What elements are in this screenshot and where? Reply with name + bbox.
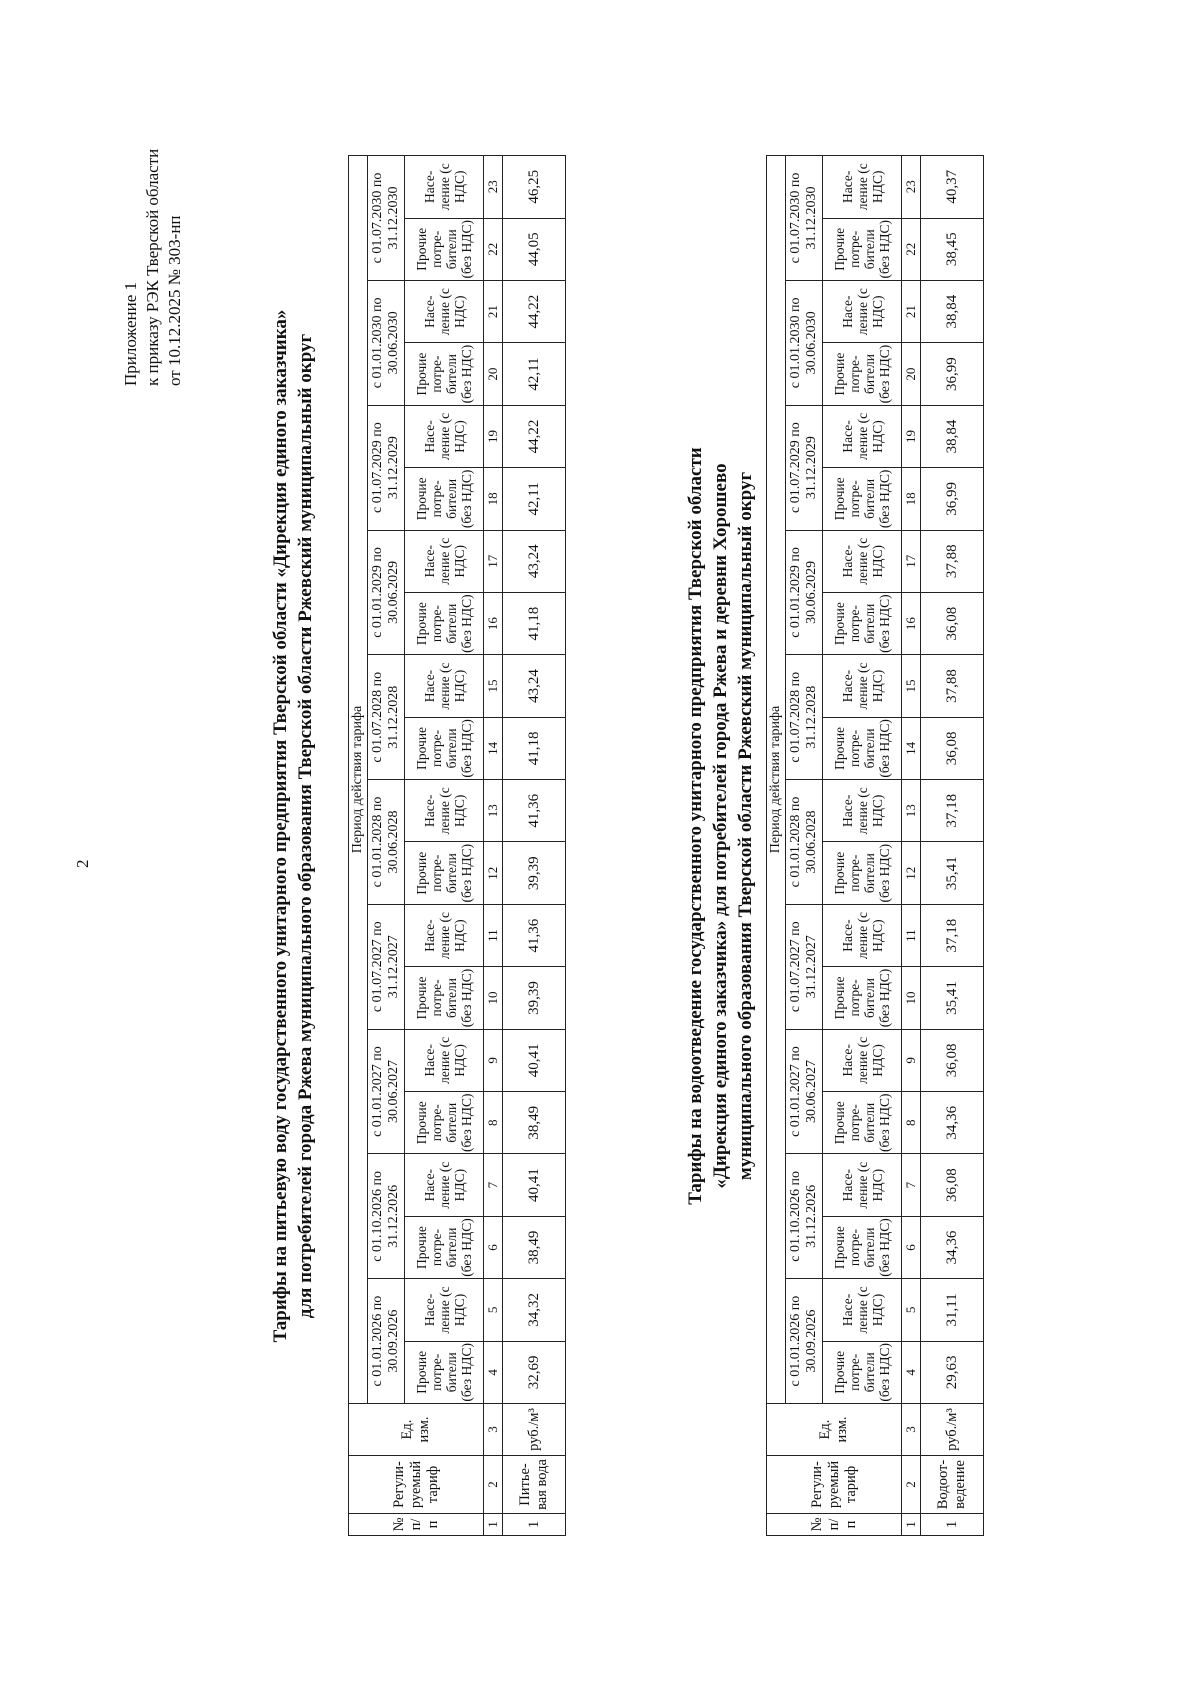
tariff-value: 35,41 <box>921 842 984 904</box>
column-number: 5 <box>484 1279 503 1341</box>
sub-header-other-consumers: Прочие потре-бители (без НДС) <box>405 343 484 405</box>
sub-header-other-consumers: Прочие потре-бители (без НДС) <box>823 592 902 654</box>
sub-header-other-consumers: Прочие потре-бители (без НДС) <box>823 218 902 280</box>
period-cell: с 01.01.2027 по 30.06.2027 <box>786 1029 823 1154</box>
column-number: 1 <box>902 1514 921 1536</box>
sub-header-population: Насе-ление (с НДС) <box>823 405 902 467</box>
sub-header-other-consumers: Прочие потре-бители (без НДС) <box>405 1216 484 1278</box>
table2-title-line-2: «Дирекция единого заказчика» для потребителей города Ржева и деревни Хорошево <box>710 463 731 1189</box>
appendix-note <box>120 149 186 386</box>
tariff-value: 44,22 <box>503 280 566 342</box>
sub-header-population: Насе-ление (с НДС) <box>405 280 484 342</box>
table-row <box>503 155 566 1535</box>
tariff-value: 36,99 <box>921 343 984 405</box>
period-cell: с 01.01.2029 по 30.06.2029 <box>368 530 405 655</box>
sub-header-other-consumers: Прочие потре-бители (без НДС) <box>405 218 484 280</box>
tariff-value: 36,08 <box>921 717 984 779</box>
col-header-number: № п/п <box>767 1514 902 1536</box>
sub-header-population: Насе-ление (с НДС) <box>405 655 484 717</box>
period-row <box>368 155 405 1535</box>
period-cell: с 01.07.2027 по 31.12.2027 <box>368 904 405 1029</box>
col-header-unit: Ед. изм. <box>767 1404 902 1456</box>
column-number: 23 <box>902 155 921 218</box>
table1-title-line-2: для потребителей города Ржева муниципального образования Тверской области Ржевский муниципальный округ <box>295 333 316 1319</box>
column-number: 12 <box>484 842 503 904</box>
tariff-value: 40,41 <box>503 1154 566 1216</box>
column-number: 8 <box>902 1092 921 1154</box>
column-number: 17 <box>484 530 503 592</box>
row-number: 1 <box>921 1514 984 1536</box>
column-number: 7 <box>484 1154 503 1216</box>
sub-header-population: Насе-ление (с НДС) <box>823 530 902 592</box>
tariff-value: 34,36 <box>921 1092 984 1154</box>
tariff-value: 43,24 <box>503 530 566 592</box>
column-number: 17 <box>902 530 921 592</box>
water-tariff-table <box>348 155 566 1536</box>
column-number: 1 <box>484 1514 503 1536</box>
column-number: 19 <box>484 405 503 467</box>
column-number: 4 <box>484 1341 503 1403</box>
column-number: 18 <box>484 468 503 530</box>
column-number: 13 <box>484 780 503 842</box>
column-number: 11 <box>902 904 921 966</box>
column-number: 16 <box>902 592 921 654</box>
tariff-value: 34,32 <box>503 1279 566 1341</box>
sub-header-population: Насе-ление (с НДС) <box>823 904 902 966</box>
tariff-value: 38,84 <box>921 405 984 467</box>
tariff-value: 46,25 <box>503 155 566 218</box>
table1-title <box>268 276 318 1376</box>
sub-header-population: Насе-ление (с НДС) <box>823 1029 902 1091</box>
column-number: 23 <box>484 155 503 218</box>
column-number: 20 <box>484 343 503 405</box>
column-number: 4 <box>902 1341 921 1403</box>
sub-header-population: Насе-ление (с НДС) <box>405 1029 484 1091</box>
header-row <box>349 155 368 1535</box>
table2-title-line-1: Тарифы на водоотведение государственного унитарного предприятия Тверской области <box>685 447 706 1205</box>
tariff-value: 41,36 <box>503 904 566 966</box>
sub-header-other-consumers: Прочие потре-бители (без НДС) <box>823 1216 902 1278</box>
sub-header-population: Насе-ление (с НДС) <box>823 280 902 342</box>
table1-title-line-1: Тарифы на питьевую воду государственного унитарного предприятия Тверской области «Дирекция единого заказчика» <box>270 309 291 1343</box>
column-number: 13 <box>902 780 921 842</box>
tariff-value: 38,45 <box>921 218 984 280</box>
sub-header-population: Насе-ление (с НДС) <box>405 1154 484 1216</box>
column-number: 22 <box>484 218 503 280</box>
tariff-value: 36,08 <box>921 1029 984 1091</box>
tariff-value: 41,18 <box>503 717 566 779</box>
sub-header-population: Насе-ление (с НДС) <box>405 405 484 467</box>
period-cell: с 01.01.2026 по 30.09.2026 <box>786 1279 823 1404</box>
tariff-value: 43,24 <box>503 655 566 717</box>
column-number: 3 <box>484 1404 503 1456</box>
sub-header-population: Насе-ление (с НДС) <box>405 155 484 218</box>
tariff-value: 37,88 <box>921 655 984 717</box>
table2-title-line-3: муниципального образования Тверской области Ржевский муниципальный округ <box>735 471 756 1181</box>
tariff-value: 35,41 <box>921 967 984 1029</box>
sub-header-other-consumers: Прочие потре-бители (без НДС) <box>823 1341 902 1403</box>
period-cell: с 01.07.2028 по 31.12.2028 <box>786 655 823 780</box>
period-cell: с 01.07.2029 по 31.12.2029 <box>368 405 405 530</box>
subheader-row <box>823 155 902 1535</box>
sub-header-other-consumers: Прочие потре-бители (без НДС) <box>823 343 902 405</box>
period-cell: с 01.01.2030 по 30.06.2030 <box>786 280 823 405</box>
column-number: 14 <box>902 717 921 779</box>
column-number: 21 <box>902 280 921 342</box>
column-number: 9 <box>484 1029 503 1091</box>
tariff-value: 42,11 <box>503 343 566 405</box>
column-number: 9 <box>902 1029 921 1091</box>
tariff-value: 41,18 <box>503 592 566 654</box>
sub-header-population: Насе-ление (с НДС) <box>405 1279 484 1341</box>
tariff-value: 31,11 <box>921 1279 984 1341</box>
tariff-value: 40,37 <box>921 155 984 218</box>
period-cell: с 01.07.2028 по 31.12.2028 <box>368 655 405 780</box>
sub-header-other-consumers: Прочие потре-бители (без НДС) <box>405 1341 484 1403</box>
sub-header-other-consumers: Прочие потре-бители (без НДС) <box>405 842 484 904</box>
sub-header-other-consumers: Прочие потре-бители (без НДС) <box>823 468 902 530</box>
sub-header-population: Насе-ление (с НДС) <box>823 155 902 218</box>
appendix-line-3: от 10.12.2025 № 303-нп <box>165 215 184 386</box>
column-number: 2 <box>484 1456 503 1514</box>
sub-header-population: Насе-ление (с НДС) <box>405 780 484 842</box>
column-number: 11 <box>484 904 503 966</box>
tariff-value: 29,63 <box>921 1341 984 1403</box>
tariff-value: 38,84 <box>921 280 984 342</box>
appendix-line-2: к приказу РЭК Тверской области <box>143 148 162 386</box>
tariff-value: 44,05 <box>503 218 566 280</box>
tariff-value: 38,49 <box>503 1092 566 1154</box>
sub-header-other-consumers: Прочие потре-бители (без НДС) <box>405 1092 484 1154</box>
row-unit: руб./м³ <box>921 1404 984 1456</box>
page-number: 2 <box>73 859 92 868</box>
sub-header-other-consumers: Прочие потре-бители (без НДС) <box>823 1092 902 1154</box>
tariff-value: 32,69 <box>503 1341 566 1403</box>
sub-header-other-consumers: Прочие потре-бители (без НДС) <box>823 717 902 779</box>
col-header-tariff: Регули-руемый тариф <box>349 1456 484 1514</box>
period-cell: с 01.07.2030 по 31.12.2030 <box>786 155 823 280</box>
tariff-value: 38,49 <box>503 1216 566 1278</box>
sub-header-other-consumers: Прочие потре-бители (без НДС) <box>405 592 484 654</box>
tariff-value: 40,41 <box>503 1029 566 1091</box>
period-cell: с 01.07.2027 по 31.12.2027 <box>786 904 823 1029</box>
row-tariff-name: Питье-вая вода <box>503 1456 566 1514</box>
numbering-row <box>902 155 921 1535</box>
tariff-value: 37,18 <box>921 904 984 966</box>
column-number: 8 <box>484 1092 503 1154</box>
column-number: 5 <box>902 1279 921 1341</box>
numbering-row <box>484 155 503 1535</box>
column-number: 15 <box>484 655 503 717</box>
column-number: 21 <box>484 280 503 342</box>
tariff-value: 39,39 <box>503 842 566 904</box>
column-number: 7 <box>902 1154 921 1216</box>
col-header-unit: Ед. изм. <box>349 1404 484 1456</box>
column-number: 15 <box>902 655 921 717</box>
column-number: 16 <box>484 592 503 654</box>
tariff-value: 37,88 <box>921 530 984 592</box>
landscape-content <box>28 36 1158 1676</box>
tariff-value: 36,99 <box>921 468 984 530</box>
column-number: 12 <box>902 842 921 904</box>
sub-header-other-consumers: Прочие потре-бители (без НДС) <box>823 842 902 904</box>
column-number: 6 <box>484 1216 503 1278</box>
period-cell: с 01.07.2030 по 31.12.2030 <box>368 155 405 280</box>
row-unit: руб./м³ <box>503 1404 566 1456</box>
period-cell: с 01.01.2028 по 30.06.2028 <box>368 780 405 905</box>
column-number: 20 <box>902 343 921 405</box>
period-cell: с 01.01.2029 по 30.06.2029 <box>786 530 823 655</box>
column-number: 18 <box>902 468 921 530</box>
col-header-tariff: Регули-руемый тариф <box>767 1456 902 1514</box>
sub-header-population: Насе-ление (с НДС) <box>823 1279 902 1341</box>
sub-header-population: Насе-ление (с НДС) <box>823 655 902 717</box>
sub-header-population: Насе-ление (с НДС) <box>405 904 484 966</box>
table2-title <box>683 276 758 1376</box>
column-number: 10 <box>484 967 503 1029</box>
column-number: 19 <box>902 405 921 467</box>
column-number: 2 <box>902 1456 921 1514</box>
period-cell: с 01.01.2028 по 30.06.2028 <box>786 780 823 905</box>
column-number: 14 <box>484 717 503 779</box>
subheader-row <box>405 155 484 1535</box>
column-number: 6 <box>902 1216 921 1278</box>
period-cell: с 01.01.2026 по 30.09.2026 <box>368 1279 405 1404</box>
sub-header-other-consumers: Прочие потре-бители (без НДС) <box>405 717 484 779</box>
column-number: 3 <box>902 1404 921 1456</box>
row-number: 1 <box>503 1514 566 1536</box>
period-cell: с 01.01.2030 по 30.06.2030 <box>368 280 405 405</box>
tariff-value: 36,08 <box>921 1154 984 1216</box>
column-number: 22 <box>902 218 921 280</box>
table-row <box>921 155 984 1535</box>
period-header: Период действия тарифа <box>349 155 368 1403</box>
period-cell: с 01.10.2026 по 31.12.2026 <box>786 1154 823 1279</box>
period-cell: с 01.07.2029 по 31.12.2029 <box>786 405 823 530</box>
period-row <box>786 155 823 1535</box>
period-header: Период действия тарифа <box>767 155 786 1403</box>
tariff-value: 37,18 <box>921 780 984 842</box>
sub-header-population: Насе-ление (с НДС) <box>823 1154 902 1216</box>
row-tariff-name: Водоот-ведение <box>921 1456 984 1514</box>
tariff-value: 34,36 <box>921 1216 984 1278</box>
tariff-value: 44,22 <box>503 405 566 467</box>
header-row <box>767 155 786 1535</box>
tariff-value: 39,39 <box>503 967 566 1029</box>
sub-header-population: Насе-ление (с НДС) <box>823 780 902 842</box>
column-number: 10 <box>902 967 921 1029</box>
col-header-number: № п/п <box>349 1514 484 1536</box>
sub-header-population: Насе-ление (с НДС) <box>405 530 484 592</box>
sub-header-other-consumers: Прочие потре-бители (без НДС) <box>405 967 484 1029</box>
tariff-value: 42,11 <box>503 468 566 530</box>
period-cell: с 01.10.2026 по 31.12.2026 <box>368 1154 405 1279</box>
sub-header-other-consumers: Прочие потре-бители (без НДС) <box>823 967 902 1029</box>
wastewater-tariff-table <box>766 155 984 1536</box>
appendix-line-1: Приложение 1 <box>121 282 140 386</box>
sub-header-other-consumers: Прочие потре-бители (без НДС) <box>405 468 484 530</box>
period-cell: с 01.01.2027 по 30.06.2027 <box>368 1029 405 1154</box>
tariff-value: 36,08 <box>921 592 984 654</box>
tariff-value: 41,36 <box>503 780 566 842</box>
